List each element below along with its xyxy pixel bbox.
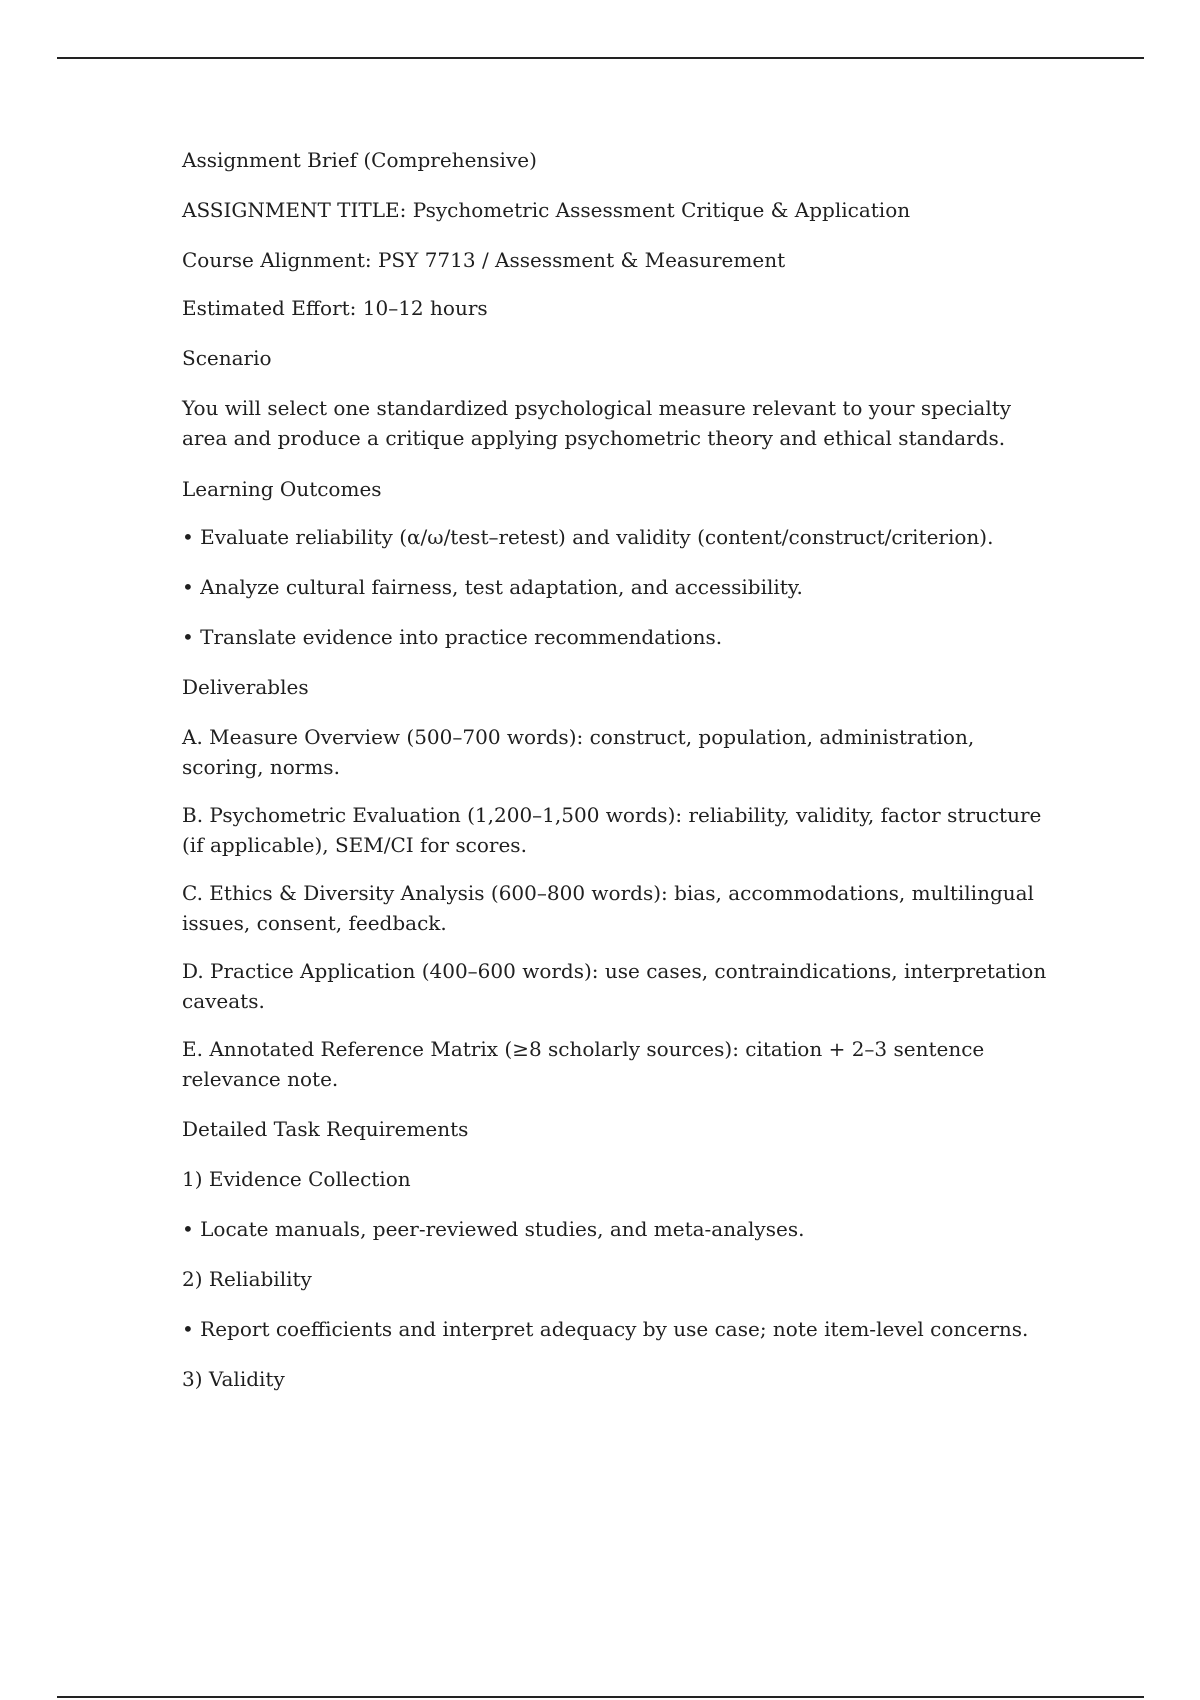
deliverable-item: E. Annotated Reference Matrix (≥8 scholarly sources): citation + 2–3 sentence relevance note. (182, 1037, 985, 1091)
estimated-effort: Estimated Effort: 10–12 hours (182, 296, 488, 320)
task-requirements-heading: Detailed Task Requirements (182, 1117, 469, 1141)
learning-outcome-item: • Evaluate reliability (α/ω/test–retest) and validity (content/construct/criterion). (182, 525, 994, 549)
scenario-heading: Scenario (182, 346, 272, 370)
bottom-rule (57, 1696, 1144, 1698)
learning-outcome-item: • Translate evidence into practice recommendations. (182, 625, 723, 649)
task-2-heading: 2) Reliability (182, 1267, 312, 1291)
deliverable-item: B. Psychometric Evaluation (1,200–1,500 words): reliability, validity, factor structure (if applicable), SEM/CI for scores. (182, 803, 1042, 857)
learning-outcome-item: • Analyze cultural fairness, test adaptation, and accessibility. (182, 575, 803, 599)
course-alignment: Course Alignment: PSY 7713 / Assessment & Measurement (182, 248, 786, 272)
deliverable-item: A. Measure Overview (500–700 words): construct, population, administration, scoring, norms. (182, 725, 975, 779)
deliverables-heading: Deliverables (182, 675, 309, 699)
document-body (182, 145, 1062, 1394)
task-1-heading: 1) Evidence Collection (182, 1167, 411, 1191)
top-rule (57, 57, 1144, 59)
brief-heading: Assignment Brief (Comprehensive) (182, 148, 537, 172)
task-2-bullet: • Report coefficients and interpret adequacy by use case; note item-level concerns. (182, 1317, 1029, 1341)
task-3-heading: 3) Validity (182, 1367, 285, 1391)
assignment-title: ASSIGNMENT TITLE: Psychometric Assessment Critique & Application (182, 198, 911, 222)
scenario-text: You will select one standardized psychological measure relevant to your specialty area and produce a critique applying psychometric theory and ethical standards. (182, 396, 1012, 450)
deliverable-item: D. Practice Application (400–600 words): use cases, contraindications, interpretation caveats. (182, 959, 1047, 1013)
task-1-bullet: • Locate manuals, peer-reviewed studies, and meta-analyses. (182, 1217, 805, 1241)
learning-outcomes-heading: Learning Outcomes (182, 477, 382, 501)
deliverable-item: C. Ethics & Diversity Analysis (600–800 words): bias, accommodations, multilingual issues, consent, feedback. (182, 881, 1034, 935)
